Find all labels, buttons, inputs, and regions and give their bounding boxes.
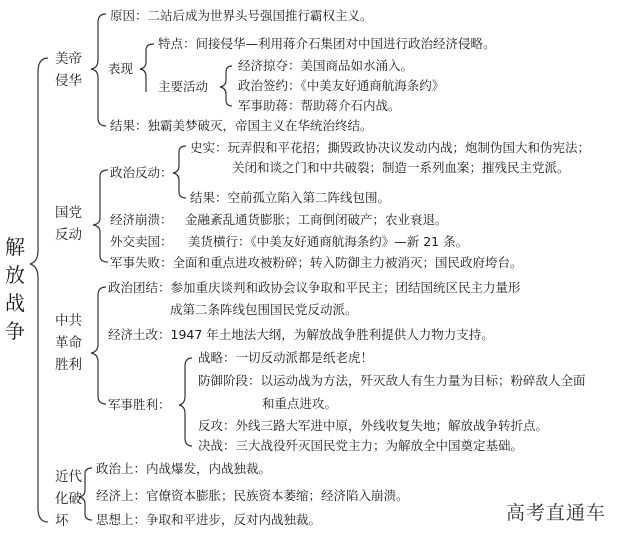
s2-jingji-text: 金融紊乱通货膨胀；工商倒闭破产；农业衰退。: [185, 212, 448, 227]
s3-fangyu2: 和重点进攻。: [262, 396, 338, 411]
s2-junshi: 军事失败：全面和重点进攻被粉碎；转入防御主力被消灭；国民政府垮台。: [110, 255, 523, 270]
s4-jingji: 经济上：官僚资本膨胀；民族资本萎缩；经济陷入崩溃。: [96, 488, 409, 503]
s1-biaoxian: 表现: [108, 61, 134, 76]
s1-jingji: 经济掠夺：美国商品如水涌入。: [238, 58, 414, 73]
s2-brace: [93, 170, 108, 262]
s4-label: 近代化破坏: [55, 469, 82, 529]
s1-junshi: 军事助蒋：帮助蒋介石内战。: [238, 98, 401, 113]
s1-tedian: 特点：间接侵华—利用蒋介石集团对中国进行政治经济侵略。: [158, 36, 496, 51]
s3-junshi: 军事胜利：: [108, 397, 171, 412]
s2-label: 国党反动: [55, 205, 82, 243]
s2-zhengzhi: 政治反动：: [110, 165, 173, 180]
s4-zhengzhi: 政治上：内战爆发，内战独裁。: [96, 461, 272, 476]
s3-fangyu1: 防御阶段：以运动战为方法，歼灭敌人有生力量为目标；粉碎敌人全面: [198, 373, 586, 388]
s2-zhengzhi-brace: [173, 146, 186, 198]
watermark-text: 高考直通车: [506, 502, 607, 524]
s3-junshi-brace: [179, 358, 192, 446]
s3-brace: [91, 287, 106, 404]
s3-fangong: 反攻：外线三路大军进中原，外线收复失地；解放战争转折点。: [198, 418, 549, 433]
zhuyao-brace: [220, 66, 232, 106]
s3-zhengzhi2: 成第二条阵线包围国民党反动派。: [170, 302, 358, 317]
s3-zhengzhi1: 政治团结：参加重庆谈判和政协会议争取和平民主；团结国统区民主力量形: [108, 280, 521, 295]
s3-jingji: 经济土改：1947 年土地法大纲，为解放战争胜利提供人力物力支持。: [108, 327, 494, 342]
s1-jieguo: 结果：独霸美梦破灭，帝国主义在华统治终结。: [110, 118, 373, 133]
root-brace: [30, 58, 48, 522]
biaoxian-brace: [140, 44, 154, 92]
s2-shishi1: 史实：玩弄假和平花招；撕毁政协决议发动内战；炮制伪国大和伪宪法；: [190, 140, 591, 155]
s1-brace: [91, 14, 106, 126]
s3-zhanlue: 战略：一切反动派都是纸老虎！: [198, 350, 374, 365]
s3-juezhan: 决战：三大战役歼灭国民党主力；为解放全中国奠定基础。: [198, 438, 524, 453]
s4-sixiang: 思想上：争取和平进步，反对内战独裁。: [96, 512, 322, 527]
root-label: 解放战争: [5, 235, 25, 343]
s1-zhengzhi: 政治签约：《中美友好通商航海条约》: [238, 78, 445, 93]
s2-shishi2: 关闭和谈之门和中共破裂；制造一系列血案；摧残民主党派。: [232, 160, 570, 175]
s3-label: 中共革命胜利: [55, 313, 82, 373]
s1-yuanyin: 原因：二站后成为世界头号强国推行霸权主义。: [110, 8, 373, 23]
s2-jingji: 经济崩溃：: [110, 212, 173, 227]
s2-waijiao-text: 美货横行：《中美友好通商航海条约》—新 21 条。: [188, 234, 469, 249]
s2-jieguo: 结果：空前孤立陷入第二阵线包围。: [190, 190, 391, 205]
s1-label: 美帝侵华: [55, 51, 82, 89]
s1-zhuyao: 主要活动: [158, 79, 209, 94]
s2-waijiao: 外交卖国：: [110, 234, 173, 249]
